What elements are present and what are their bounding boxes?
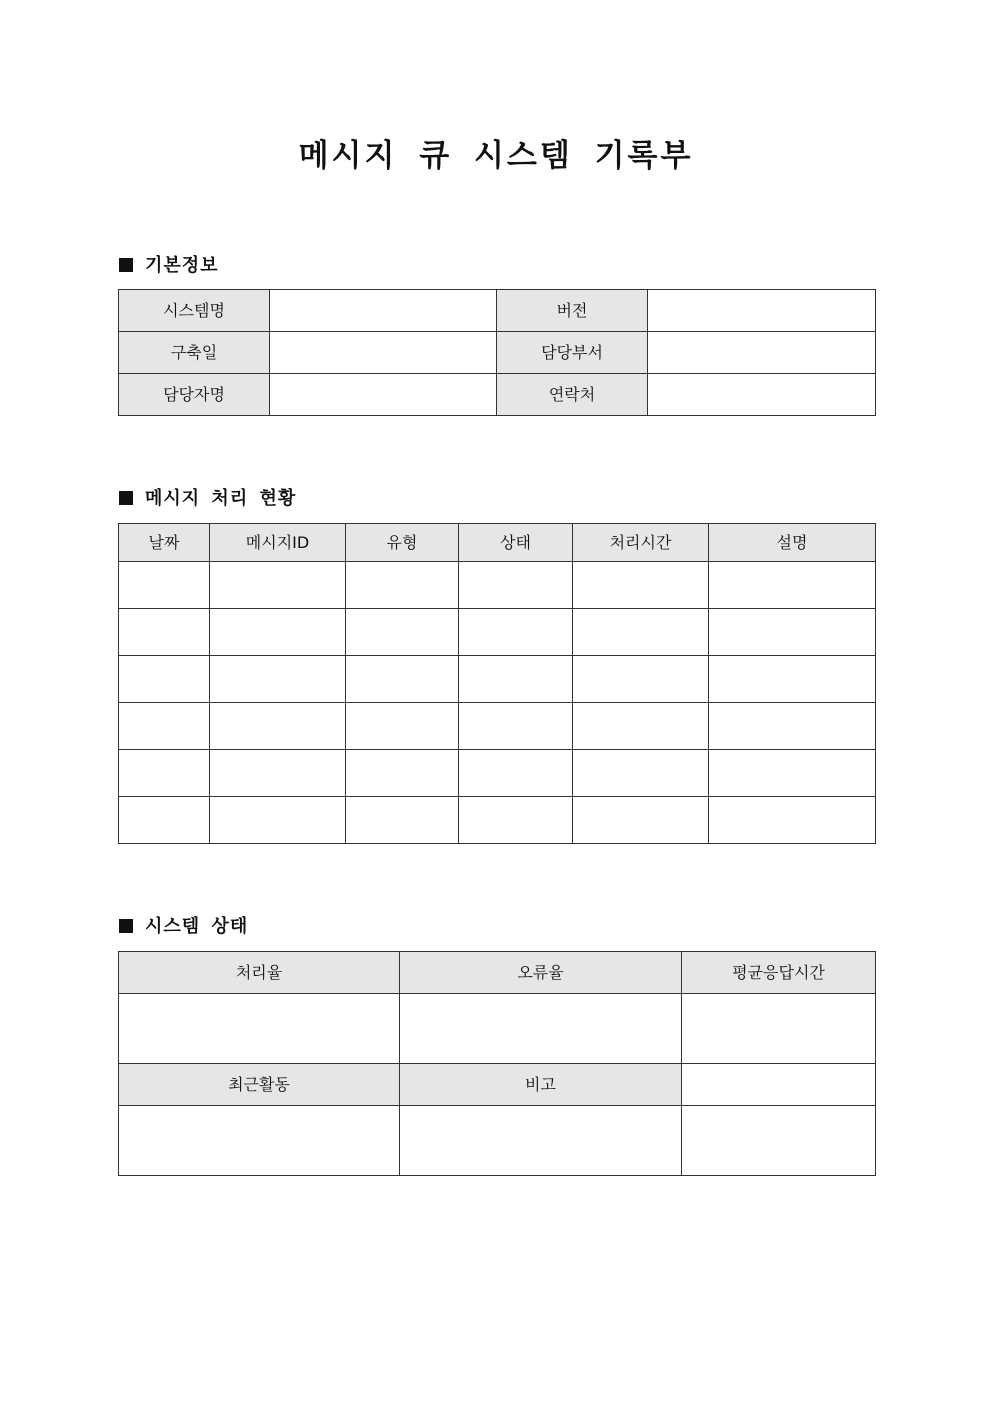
value-cell[interactable] bbox=[648, 290, 876, 332]
table-cell[interactable] bbox=[682, 1106, 876, 1176]
table-cell[interactable] bbox=[400, 1106, 682, 1176]
table-header-row bbox=[119, 1064, 876, 1106]
table-cell[interactable] bbox=[346, 797, 459, 844]
table-cell[interactable] bbox=[210, 609, 346, 656]
table-cell[interactable] bbox=[210, 797, 346, 844]
table-cell[interactable] bbox=[709, 703, 876, 750]
table-header-row bbox=[119, 524, 876, 562]
table-row bbox=[119, 703, 876, 750]
table-cell[interactable] bbox=[459, 750, 573, 797]
square-bullet-icon bbox=[119, 919, 133, 933]
table-row bbox=[119, 1106, 876, 1176]
table-cell[interactable] bbox=[119, 1106, 400, 1176]
column-header: 메시지ID bbox=[210, 524, 346, 562]
table-cell[interactable] bbox=[459, 703, 573, 750]
table-cell[interactable] bbox=[210, 750, 346, 797]
table-cell[interactable] bbox=[346, 656, 459, 703]
square-bullet-icon bbox=[119, 258, 133, 272]
value-cell[interactable] bbox=[270, 332, 497, 374]
table-row bbox=[119, 332, 876, 374]
table-cell[interactable] bbox=[682, 994, 876, 1064]
table-cell[interactable] bbox=[573, 562, 709, 609]
table-row bbox=[119, 609, 876, 656]
table-cell[interactable] bbox=[346, 609, 459, 656]
table-cell[interactable] bbox=[459, 609, 573, 656]
table-cell[interactable] bbox=[573, 797, 709, 844]
table-cell[interactable] bbox=[709, 562, 876, 609]
section-heading-label: 메시지 처리 현황 bbox=[145, 488, 297, 509]
table-cell[interactable] bbox=[119, 750, 210, 797]
column-header: 처리율 bbox=[119, 952, 400, 994]
table-row bbox=[119, 750, 876, 797]
column-header: 처리시간 bbox=[573, 524, 709, 562]
section-heading-label: 시스템 상태 bbox=[145, 916, 249, 937]
table-cell[interactable] bbox=[709, 656, 876, 703]
table-cell[interactable] bbox=[119, 656, 210, 703]
value-cell[interactable] bbox=[270, 290, 497, 332]
table-row bbox=[119, 797, 876, 844]
message-status-table bbox=[118, 523, 876, 844]
label-cell: 버전 bbox=[497, 290, 648, 332]
table-row bbox=[119, 290, 876, 332]
table-cell[interactable] bbox=[210, 656, 346, 703]
column-header: 설명 bbox=[709, 524, 876, 562]
section-heading-label: 기본정보 bbox=[145, 255, 219, 276]
column-header: 비고 bbox=[400, 1064, 682, 1106]
section-heading-message-status bbox=[119, 487, 296, 511]
column-header: 오류율 bbox=[400, 952, 682, 994]
table-cell[interactable] bbox=[400, 994, 682, 1064]
table-cell[interactable] bbox=[119, 562, 210, 609]
table-cell[interactable] bbox=[210, 562, 346, 609]
label-cell: 구축일 bbox=[119, 332, 270, 374]
table-cell[interactable] bbox=[573, 609, 709, 656]
section-heading-basic-info bbox=[119, 254, 219, 278]
square-bullet-icon bbox=[119, 491, 133, 505]
column-header: 최근활동 bbox=[119, 1064, 400, 1106]
table-cell[interactable] bbox=[573, 703, 709, 750]
value-cell[interactable] bbox=[648, 332, 876, 374]
table-cell[interactable] bbox=[709, 797, 876, 844]
label-cell: 연락처 bbox=[497, 374, 648, 416]
value-cell[interactable] bbox=[648, 374, 876, 416]
label-cell: 시스템명 bbox=[119, 290, 270, 332]
table-cell[interactable] bbox=[709, 750, 876, 797]
value-cell[interactable] bbox=[270, 374, 497, 416]
table-cell[interactable] bbox=[119, 797, 210, 844]
page-title: 메시지 큐 시스템 기록부 bbox=[298, 138, 694, 174]
table-cell[interactable] bbox=[709, 609, 876, 656]
table-cell[interactable] bbox=[682, 1064, 876, 1106]
column-header: 날짜 bbox=[119, 524, 210, 562]
label-cell: 담당자명 bbox=[119, 374, 270, 416]
table-cell[interactable] bbox=[573, 656, 709, 703]
table-cell[interactable] bbox=[346, 562, 459, 609]
table-cell[interactable] bbox=[119, 994, 400, 1064]
column-header: 평균응답시간 bbox=[682, 952, 876, 994]
column-header: 유형 bbox=[346, 524, 459, 562]
table-cell[interactable] bbox=[459, 656, 573, 703]
table-cell[interactable] bbox=[459, 797, 573, 844]
label-cell: 담당부서 bbox=[497, 332, 648, 374]
table-row bbox=[119, 656, 876, 703]
table-cell[interactable] bbox=[346, 703, 459, 750]
table-cell[interactable] bbox=[346, 750, 459, 797]
table-cell[interactable] bbox=[119, 609, 210, 656]
table-row bbox=[119, 562, 876, 609]
table-cell[interactable] bbox=[459, 562, 573, 609]
system-status-table bbox=[118, 951, 876, 1176]
column-header: 상태 bbox=[459, 524, 573, 562]
table-row bbox=[119, 994, 876, 1064]
table-cell[interactable] bbox=[210, 703, 346, 750]
section-heading-system-status bbox=[119, 915, 248, 939]
table-cell[interactable] bbox=[573, 750, 709, 797]
table-cell[interactable] bbox=[119, 703, 210, 750]
basic-info-table bbox=[118, 289, 876, 416]
table-header-row bbox=[119, 952, 876, 994]
table-row bbox=[119, 374, 876, 416]
